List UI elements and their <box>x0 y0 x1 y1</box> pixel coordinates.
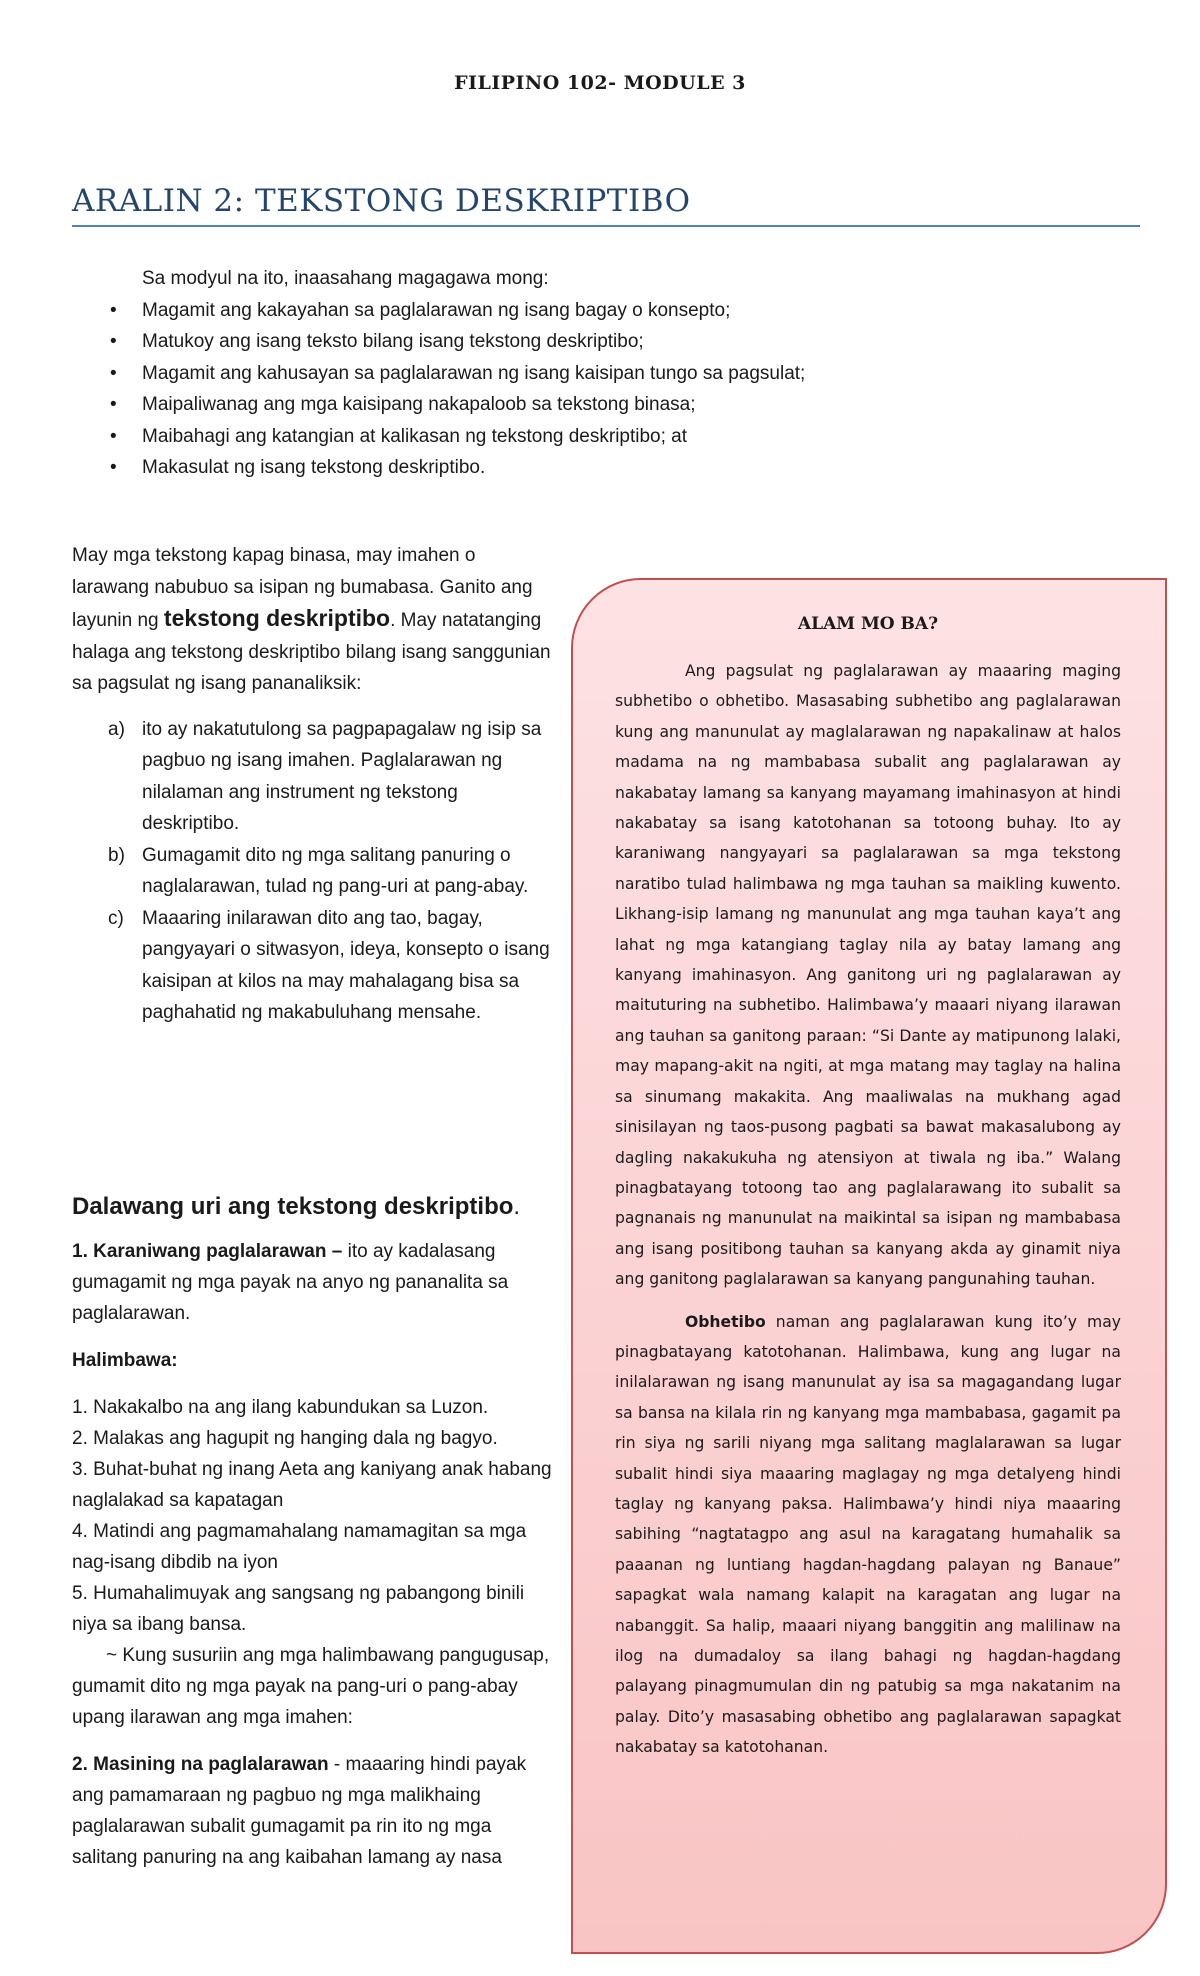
objective-item: • Magamit ang kahusayan sa paglalarawan ng isang kaisipan tungo sa pagsulat; <box>72 358 1072 390</box>
bullet-icon: • <box>110 457 117 478</box>
type2-paragraph: 2. Masining na paglalarawan - maaaring hindi payak ang pamamaraan ng pagbuo ng mga malikhaing paglalarawan subalit gumagamit pa rin ito ng mga salitang panuring na ang kaibahan lamang ay nasa <box>72 1754 527 1868</box>
objective-item: • Matukoy ang isang teksto bilang isang tekstong deskriptibo; <box>72 326 1072 358</box>
bullet-icon: • <box>110 425 117 447</box>
intro-paragraph: May mga tekstong kapag binasa, may imahen o larawang nabubuo sa isipan ng bumabasa. Ganito ang layunin ng tekstong deskriptibo. May natatanging halaga ang tekstong deskriptibo bilang isang sanggunian sa pagsulat ng isang pananaliksik: <box>72 545 551 694</box>
types-heading: Dalawang uri ang tekstong deskriptibo. <box>72 1193 521 1220</box>
objective-item: • Magamit ang kakayahan sa paglalarawan ng isang bagay o konsepto; <box>72 295 1072 327</box>
types-section <box>72 1191 554 1873</box>
list-item: b) Gumagamit dito ng mga salitang panuring o naglalarawan, tulad ng pang-uri at pang-abay. <box>108 844 529 897</box>
bullet-icon: • <box>110 299 117 321</box>
objectives-section <box>72 263 1072 484</box>
objectives-intro: Sa modyul na ito, inaasahang magagawa mong: <box>142 268 549 289</box>
bullet-icon: • <box>110 331 117 352</box>
key-term: tekstong deskriptibo <box>163 605 391 631</box>
objective-item: • Makasulat ng isang tekstong deskriptibo. <box>72 452 1072 484</box>
type1-paragraph: 1. Karaniwang paglalarawan – ito ay kadalasang gumagamit ng mga payak na anyo ng pananalita sa paglalarawan. <box>72 1241 509 1324</box>
bullet-icon: • <box>110 362 117 384</box>
sidebar-title: ALAM MO BA? <box>797 614 939 634</box>
example-item: 3. Buhat-buhat ng inang Aeta ang kaniyang anak habang naglalakad sa kapatagan <box>72 1459 552 1511</box>
module-header: FILIPINO 102- MODULE 3 <box>454 72 746 94</box>
sidebar-paragraph-obhetibo: Obhetibo naman ang paglalarawan kung ito’y may pinagbatayang katotohanan. Halimbawa, kung ang lugar na inilalarawan ng isang manunulat ay isa sa magagandang lugar sa bansa na kilala rin ng kanyang mga mambabasa, gagamit pa rin siya ng sarili niyang mga salitang maglalarawan sa lugar subalit hindi siya maaaring maglagay ng mga detalyeng hindi taglay ng kanyang paksa. Halimbawa’y hindi niya maaaring sabihing “nagtatagpo ang asul na karagatang humahalik sa paaanan ng luntiang hagdan-hagdang palayan ng Banaue” sapagkat wala namang kalapit na karagatan ang lugar na nabanggit. Sa halip, maaari niyang banggitin ang malilinaw na ilog na dumadaloy sa ilang bahagi ng hagdan-hagdang palayang pinagmumulan din ng patubig sa mga nakatanim na palay. Dito’y masasabing obhetibo ang paglalarawan sapagkat nakabatay sa katotohanan. <box>615 1312 1121 1757</box>
objective-item: • Maibahagi ang katangian at kalikasan ng tekstong deskriptibo; at <box>72 421 1072 453</box>
example-item: 1. Nakakalbo na ang ilang kabundukan sa Luzon. <box>72 1397 489 1418</box>
list-item: c) Maaaring inilarawan dito ang tao, bagay, pangyayari o sitwasyon, ideya, konsepto o isang kaisipan at kilos na may mahalagang bisa sa paghahatid ng makabuluhang mensahe. <box>108 907 550 1023</box>
features-list <box>72 714 554 1029</box>
bullet-icon: • <box>110 394 117 415</box>
example-item: 5. Humahalimuyak ang sangsang ng pabangong binili niya sa ibang bansa. <box>72 1583 525 1635</box>
sidebar-paragraph-subhetibo: Ang pagsulat ng paglalarawan ay maaaring maging subhetibo o obhetibo. Masasabing subhetibo ang paglalarawan kung ang manunulat ay maglalarawan ng napakalinaw at halos madama na ng mambabasa subalit ang paglalarawan ay nakabatay lamang sa kanyang mayamang imahinasyon at hindi nakabatay sa isang katotohanan sa totoong buhay. Ito ay karaniwang nangyayari sa paglalarawan sa mga tekstong naratibo tulad halimbawa ng mga tauhan sa maikling kuwento. Likhang-isip lamang ng manunulat ang mga tauhan kaya’t ang lahat ng mga katangiang taglay nila ay batay lamang ang kanyang imahinasyon. Ang ganitong uri ng paglalarawan ay maituturing na subhetibo. Halimbawa’y maaari niyang ilarawan ang tauhan sa ganitong paraan: “Si Dante ay matipunong lalaki, may mapang-akit na ngiti, at mga matang may taglay na halina sa sinumang makakita. Ang maaliwalas na mukhang agad sinisilayan ng taos-pusong pagbati sa bawat makasalubong ay dagling nakakukuha ng atensiyon at tiwala ng iba.” Walang pinagbatayang totoong tao ang paglalarawang ito subalit sa pagnanais ng manunulat na maikintal sa isipan ng mambabasa ang isang positibong tauhan sa kanyang akda ay ginamit niya ang ganitong paglalarawan sa kanyang pangunahing tauhan. <box>615 662 1121 1289</box>
examples-label: Halimbawa: <box>72 1350 178 1371</box>
example-item: 4. Matindi ang pagmamahalang namamagitan sa mga nag-isang dibdib na iyon <box>72 1521 527 1573</box>
lesson-title: ARALIN 2: TEKSTONG DESKRIPTIBO <box>72 183 1140 227</box>
example-item: 2. Malakas ang hagupit ng hanging dala ng bagyo. <box>72 1428 498 1449</box>
objective-item: • Maipaliwanag ang mga kaisipang nakapaloob sa tekstong binasa; <box>72 389 1072 421</box>
list-item: a) ito ay nakatutulong sa pagpapagalaw ng isip sa pagbuo ng isang imahen. Paglalarawan ng nilalaman ang instrument ng tekstong deskriptibo. <box>108 718 542 834</box>
objectives-list <box>72 295 1072 484</box>
alam-mo-ba-sidebar <box>571 578 1167 1954</box>
examples-note: ~ Kung susuriin ang mga halimbawang pangugusap, gumamit dito ng mga payak na pang-uri o pang-abay upang ilarawan ang mga imahen: <box>72 1645 550 1728</box>
intro-section <box>72 540 554 1029</box>
